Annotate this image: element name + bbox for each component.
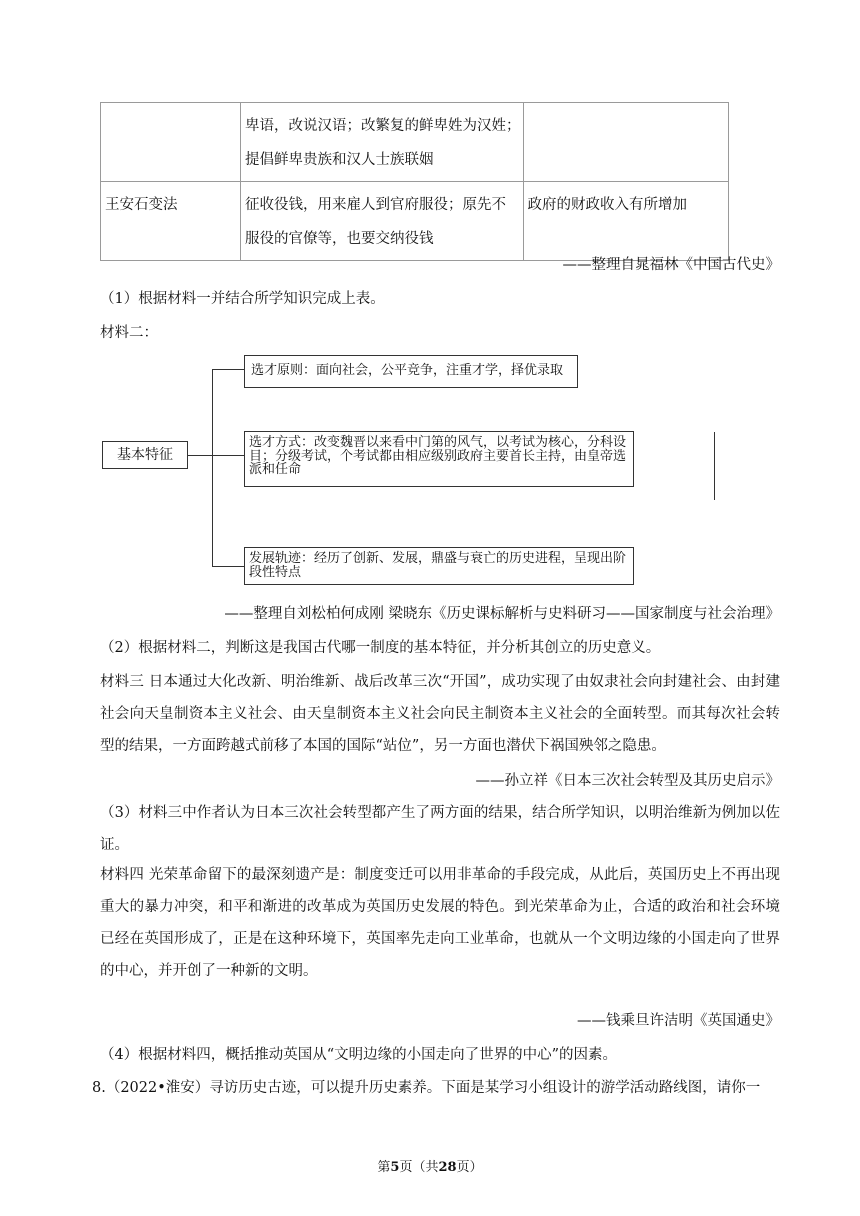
connector-line: [212, 369, 244, 370]
table-row: [101, 103, 729, 182]
diagram-branch-method: 选才方式：改变魏晋以来看中门第的风气，以考试为核心，分科设目；分级考试，个考试都由相应级别政府主要首长主持，由皇帝选派和任命: [244, 431, 634, 487]
footer-prefix: 第: [377, 1160, 391, 1175]
source-citation: ——钱乘旦许洁明《英国通史》: [577, 1013, 780, 1029]
stray-line: [714, 432, 715, 500]
table-row: [101, 182, 729, 261]
cell-line: 征收役钱，用来雇人到官府服役；原先不: [245, 197, 506, 213]
table-cell-effect: [523, 103, 728, 182]
source-citation: ——整理自晁福林《中国古代史》: [562, 257, 780, 273]
question-2: （2）根据材料二，判断这是我国古代哪一制度的基本特征，并分析其创立的历史意义。: [100, 640, 661, 656]
material-4: 材料四 光荣革命留下的最深刻遗产是：制度变迁可以用非革命的手段完成，从此后，英国历史上不再出现重大的暴力冲突，和平和渐进的改革成为英国历史发展的特色。到光荣革命为止，合适的政治和社会环境已经在英国形成了，正是在这种环境下，英国率先走向工业革命，也就从一个文明边缘的小国走向了世界的中心，并开创了一种新的文明。: [100, 867, 780, 979]
diagram-branch-principle: 选才原则：面向社会，公平竞争，注重才学，择优录取: [244, 355, 578, 388]
cell-line: 服役的官僚等，也要交纳役钱: [245, 231, 434, 247]
connector-trunk: [212, 369, 213, 567]
diagram-root-box: 基本特征: [102, 441, 188, 469]
table-cell-content: [241, 182, 524, 261]
question-8: 8.（2022•淮安）寻访历史古迹，可以提升历史素养。下面是某学习小组设计的游学活动路线图，请你一: [92, 1080, 761, 1096]
diagram-branch-trajectory: 发展轨迹：经历了创新、发展，鼎盛与衰亡的历史进程，呈现出阶段性特点: [244, 547, 634, 585]
footer-page-number: 5: [390, 1160, 400, 1175]
source-citation: ——孙立祥《日本三次社会转型及其历史启示》: [475, 773, 780, 789]
table-cell-reform: [101, 103, 241, 182]
question-4: （4）根据材料四，概括推动英国从“文明边缘的小国走向了世界的中心”的因素。: [100, 1047, 618, 1063]
connector-line: [212, 455, 244, 456]
cell-line: 卑语，改说汉语；改繁复的鲜卑姓为汉姓；: [245, 118, 521, 134]
table-cell-content: [241, 103, 524, 182]
reform-table: [100, 102, 729, 261]
connector-line: [188, 455, 213, 456]
material-2-label: 材料二：: [100, 325, 158, 341]
material-3: 材料三 日本通过大化改新、明治维新、战后改革三次“开国”，成功实现了由奴隶社会向封建社会、由封建社会向天皇制资本主义社会、由天皇制资本主义社会向民主制资本主义社会的全面转型。而其每次社会转型的结果，一方面跨越式前移了本国的国际“站位”，另一方面也潜伏下祸国殃邻之隐患。: [100, 674, 780, 754]
source-citation: ——整理自刘松柏何成刚 梁晓东《历史课标解析与史料研习——国家制度与社会治理》: [224, 606, 780, 622]
table-cell-effect: 政府的财政收入有所增加: [523, 182, 728, 261]
cell-line: 提倡鲜卑贵族和汉人士族联姻: [245, 152, 434, 168]
connector-line: [212, 566, 244, 567]
page-footer: [0, 1156, 860, 1175]
table-cell-reform: 王安石变法: [101, 182, 241, 261]
question-1: （1）根据材料一并结合所学知识完成上表。: [100, 291, 385, 307]
footer-mid: 页（共: [399, 1160, 439, 1175]
question-3: （3）材料三中作者认为日本三次社会转型都产生了两方面的结果，结合所学知识，以明治维新为例加以佐证。: [100, 805, 780, 853]
footer-suffix: 页）: [456, 1160, 483, 1175]
footer-page-total: 28: [438, 1160, 457, 1175]
